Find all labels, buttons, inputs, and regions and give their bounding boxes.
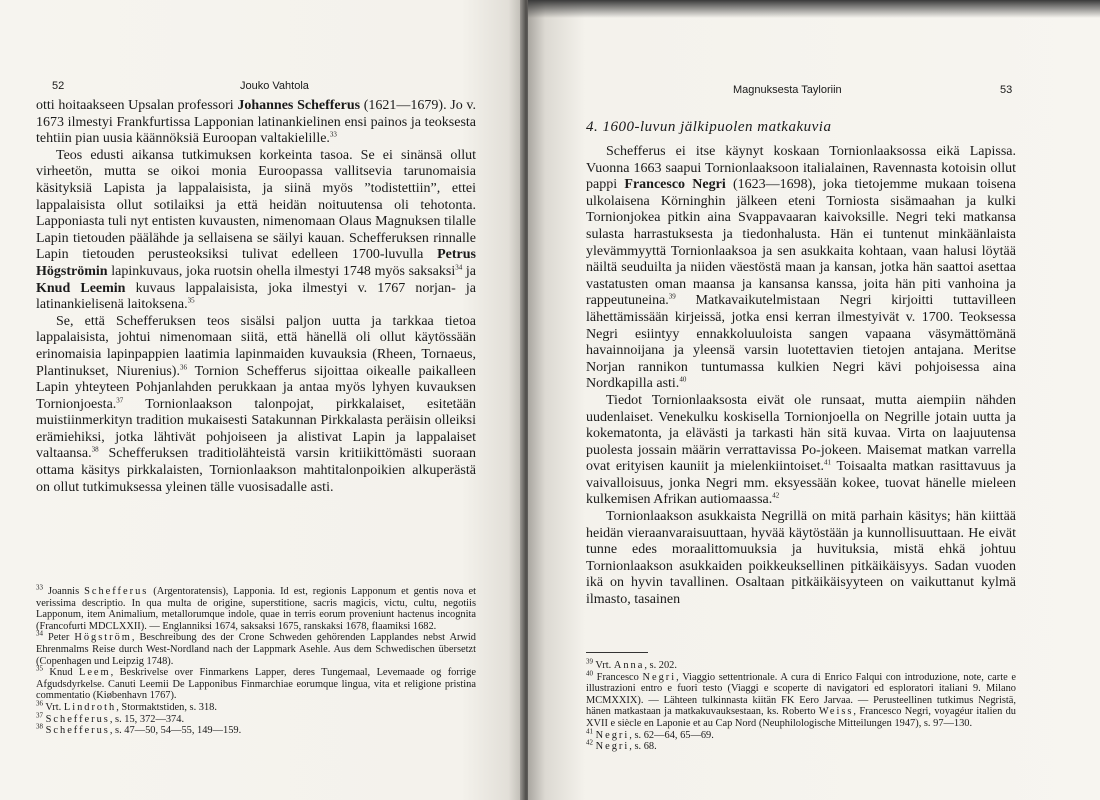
footnote: $^{37}$ Schefferus, s. 15, 372—374. (36, 711, 185, 725)
footnote: $^{34}$ Peter Högström, Beschreibung des der Crone Schweden gehörenden Lapplandes nebst Arwid Ehrenmalms Reise durch West-Nordland nach der Lappmark Asehle. Aus dem Schwedischen übersetzt (Copenhagen und Leipzig 1748). (36, 629, 476, 667)
footnote: $^{39}$ Vrt. Anna, s. 202. (586, 657, 677, 671)
left-body-text (36, 98, 476, 496)
right-page (528, 0, 1100, 800)
footnote: $^{38}$ Schefferus, s. 47—50, 54—55, 149—159. (36, 722, 242, 737)
footnote: $^{36}$ Vrt. Lindroth, Stormaktstiden, s. 318. (36, 699, 217, 713)
running-head-left: Jouko Vahtola (240, 80, 309, 92)
left-page (0, 0, 524, 800)
footnote: $^{33}$ Joannis Schefferus (Argentoratensis), Lapponia. Id est, regionis Lapponum et gentis nova et verissima descriptio. In qua multa de origine, superstitione, sacris magicis, victu, cultu, negotiis Lapponum, item Animalium, metallorumque indole, quae in terris eorum proveniunt hactenus incognita (Francofurti MDCLXXII). — Englanniksi 1674, saksaksi 1675, ranskaksi 1678, flaamiksi 1682. (36, 583, 476, 632)
running-head-right: Magnuksesta Tayloriin (733, 84, 842, 96)
left-paragraph: Se, että Schefferuksen teos sisälsi paljon uutta ja tarkkaa tietoa lappalaisista, johtui nimenomaan siitä, että hänellä oli ollut käytössään erinomaisia lapinpappien laatimia lapinmaiden kuvauksia (Rheen, Tornaeus, Plantinukset, Niurenius).$^{36}$ Tornion Schefferus sijoittaa oikealle paikalleen Lapin yhteyteen Pohjanlahden perukkaan ja antaa myös lyhyen kuvauksen Tornionjoesta.$^{37}$ Tornionlaakson talonpojat, pirkkalaiset, esitetään muistiinmerkityn tradition mukaisesti Satakunnan Pirkkalasta peräisin olleiksi erämiehiksi, jotka lähtivät pohjoiseen ja alistivat Lapin ja lappalaiset valtaansa.$^{38}$ Schefferuksen traditiolähteistä varsin kritiikittömästi suoraan ottama käsitys pirkkalaisten, Tornionlaakson mahtitalonpoikien alkuperästä on ollut tutkimuksessa yleinen tälle vuosisadalle asti. (36, 313, 476, 495)
right-body-text (586, 144, 1016, 609)
right-paragraph: Tornionlaakson asukkaista Negrillä on mitä parhain käsitys; hän kiittää heidän vieraanvaraisuuttaan, hyvää käytöstään ja kunnollisuuttaan. He eivät tunne edes moraalittomuuksia ja huvituksia, mistä ehkä johtuu Tornionlaakson asukkaiden poikkeuksellinen pitkäikäisyys. Sadan vuoden ikä on hyvin tavallinen. Osaltaan pitkäikäisyyteen on vaikuttanut kylmä ilmasto, tasainen (586, 509, 1016, 608)
right-footnotes (586, 657, 1017, 753)
section-title: 4. 1600-luvun jälkipuolen matkakuvia (586, 119, 832, 135)
footnote-rule (586, 652, 648, 653)
footnote: $^{42}$ Negri, s. 68. (586, 738, 657, 753)
page-top-shadow (528, 0, 1100, 18)
page-number-left: 52 (52, 80, 65, 92)
footnote: $^{41}$ Negri, s. 62—64, 65—69. (586, 727, 714, 741)
page-number-right: 53 (1000, 84, 1013, 96)
footnote: $^{40}$ Francesco Negri, Viaggio settentrionale. A cura di Enrico Falqui con introduzione, note, carte e illustrazioni entro e fuori testo (Viaggi e scoperte di navigatori ed esploratori italiani 9. Milano MCMXXIX). — Lähteen tulkinnasta kiitän FK Eero Jarvaa. — Perusteellinen tutkimus Negristä, hänen matkastaan ja matkakuvauksestaan, ks. Roberto Weiss, Francesco Negri, voyagéur italien du XVII e siècle en Laponie et au Cap Nord (Neuphilologische Mitteilungen 1947), s. 97—130. (586, 669, 1017, 729)
right-paragraph: Tiedot Tornionlaaksosta eivät ole runsaat, mutta aiempiin nähden uudenlaiset. Venekulku koskisella Tornionjoella on Negrille jotain uutta ja kokematonta, ja elävästi ja tarkasti hän sitä kuvaa. Virta on laajuutensa puolesta jossain määrin verrattavissa Po-jokeen. Maisemat matkan varrella ovat erityisen kauniit ja mielenkiintoiset.$^{41}$ Toisaalta matkan rasittavuus ja vaivalloisuus, jonka Negri mm. eksyessään kokee, tuovat hänelle mieleen kulkemisen Afrikan autiomaassa.$^{42}$ (586, 392, 1016, 508)
left-paragraph: Teos edusti aikansa tutkimuksen korkeinta tasoa. Se ei sinänsä ollut virheetön, mutta se oikoi monia Euroopassa vallitsevia tarunomaisia käsityksiä Lapista ja lappalaisista, ja siinä myös ”todistettiin”, ettei lappalaisista ollut sotilaiksi ja että heidän noituutensa oli tehotonta. Lapponiasta tuli nyt entisten kuvausten, nimenomaan Olaus Magnuksen tilalle Lapin tietouden päälähde ja sellaisena se säilyi kauan. Schefferuksen rinnalle Lapin tietouden perusteoksiksi tulivat edelleen 1700-luvulla Petrus Högströmin lapinkuvaus, joka ruotsin ohella ilmestyi 1748 myös saksaksi$^{34}$ ja Knud Leemin kuvaus lappalaisista, joka ilmestyi v. 1767 norjan- ja latinankielisenä laitoksena.$^{35}$ (36, 147, 477, 313)
left-paragraph: otti hoitaakseen Upsalan professori Johannes Schefferus (1621—1679). Jo v. 1673 ilmestyi Frankfurtissa Lapponian latinankielinen ensi painos ja teoksesta tehtiin pian uusia käännöksiä Euroopan valtakielille.$^{33}$ (36, 98, 476, 147)
right-paragraph: Schefferus ei itse käynyt koskaan Tornionlaaksossa eikä Lapissa. Vuonna 1663 saapui Tornionlaaksoon italialainen, Ravennasta kotoisin ollut pappi Francesco Negri (1623—1698), joka tietojemme mukaan toisena ulkolaisena Körninghin jälkeen eteni Torniosta sisämaahan ja kulki Tornionjokea pitkin aina Svappavaaran kaivoksille. Negri teki matkansa sulasta harrastuksesta ja tiedonhalusta. Hän ei tuntenut minkäänlaista ylevämmyyttä Tornionlaaksoa ja sen asukkaita kohtaan, vaan halusi löytää näiltä seuduilta ja niiden väestöstä maan ja kansan, jotka hän saattoi asettaa vastatusten oman maansa ja kansansa kanssa, joita hän piti vanhoina ja rappeutuneina.$^{39}$ Matkavaikutelmistaan Negri kirjoitti tuttavilleen lähettämissään kirjeissä, jotka ensi kerran ilmestyivät v. 1700. Teoksessa Negri esiintyy ennakkoluuloista sangen vapaana väsymättömänä havainnoijana ja yleensä varsin luotettavien tietojen antajana. Meritse Norjan rannikon tuntumassa kulkien Negri kävi pohjoisessa aina Nordkapilla asti.$^{40}$ (586, 144, 1017, 392)
footnote: $^{35}$ Knud Leem, Beskrivelse over Finmarkens Lapper, deres Tungemaal, Levemaade og forrige Afgudsdyrkelse. Canuti Leemii De Lapponibus Finmarchiae eorumque lingua, vita et religione pristina commentatio (Kiøbenhavn 1767). (36, 664, 476, 702)
left-footnotes (36, 583, 476, 737)
